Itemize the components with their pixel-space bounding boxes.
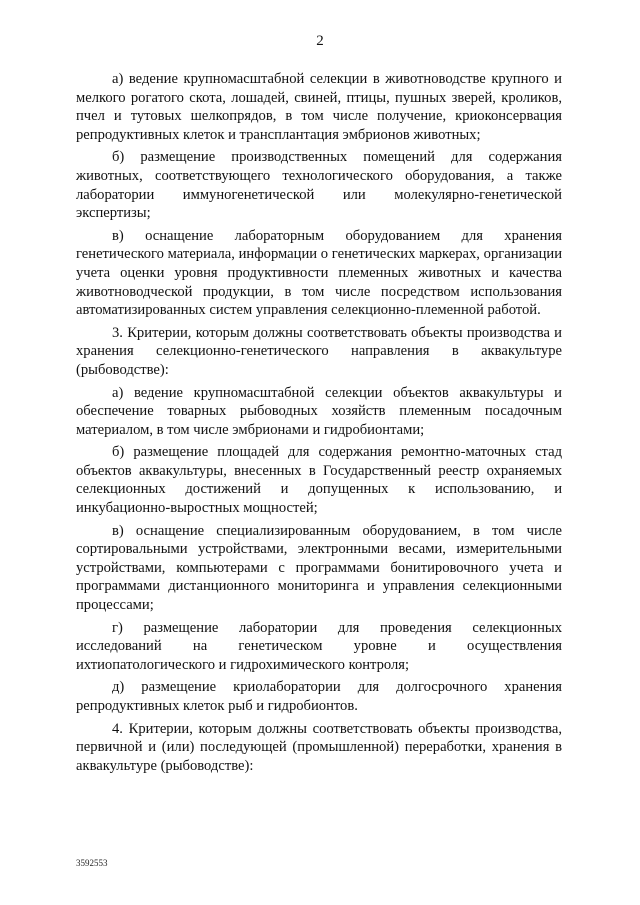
paragraph-1b: б) размещение производственных помещений для содержания животных, соответствующего технологического оборудования, а также лаборатории иммуногенетической или молекулярно-генетической экспертизы; bbox=[76, 149, 562, 222]
page-number: 2 bbox=[316, 33, 324, 49]
paragraph-3g: г) размещение лаборатории для проведения селекционных исследований на генетическом уровне и осуществления ихтиопатологического и гидрохимического контроля; bbox=[76, 619, 562, 673]
paragraph-4-heading: 4. Критерии, которым должны соответствовать объекты производства, первичной и (или) последующей (промышленной) переработки, хранения в аквакультуре (рыбоводстве): bbox=[76, 720, 562, 774]
paragraph-3d: д) размещение криолаборатории для долгосрочного хранения репродуктивных клеток рыб и гидробионтов. bbox=[76, 679, 562, 714]
paragraph-1a: а) ведение крупномасштабной селекции в животноводстве крупного и мелкого рогатого скота, лошадей, свиней, птицы, пушных зверей, кроликов, пчел и тутовых шелкопрядов, в том числе получение, криоконсервация репродуктивных клеток и трансплантация эмбрионов животных; bbox=[76, 71, 562, 143]
paragraph-3-heading: 3. Критерии, которым должны соответствовать объекты производства и хранения селекционно-генетического направления в аквакультуре (рыбоводстве): bbox=[76, 324, 562, 378]
paragraph-3v: в) оснащение специализированным оборудованием, в том числе сортировальными устройствами, электронными весами, измерительными устройствами, компьютерами с программами бонитировочного учета и программами дистанционного мониторинга и управления селекционными процессами; bbox=[76, 522, 562, 614]
paragraph-3a: а) ведение крупномасштабной селекции объектов аквакультуры и обеспечение товарных рыбоводных хозяйств племенным посадочным материалом, в том числе эмбрионами и гидробионтами; bbox=[76, 384, 562, 438]
document-id: 3592553 bbox=[76, 858, 108, 868]
paragraph-3b: б) размещение площадей для содержания ремонтно-маточных стад объектов аквакультуры, внесенных в Государственный реестр охраняемых селекционных достижений и допущенных к использованию, и инкубационно-выростных мощностей; bbox=[76, 444, 562, 517]
document-body bbox=[76, 70, 562, 779]
paragraph-1v: в) оснащение лабораторным оборудованием для хранения генетического материала, информации о генетических маркерах, организации учета оценки уровня продуктивности племенных животных и качества животноводческой продукции, в том числе посредством использования автоматизированных систем управления селекционно-племенной работой. bbox=[76, 227, 562, 319]
